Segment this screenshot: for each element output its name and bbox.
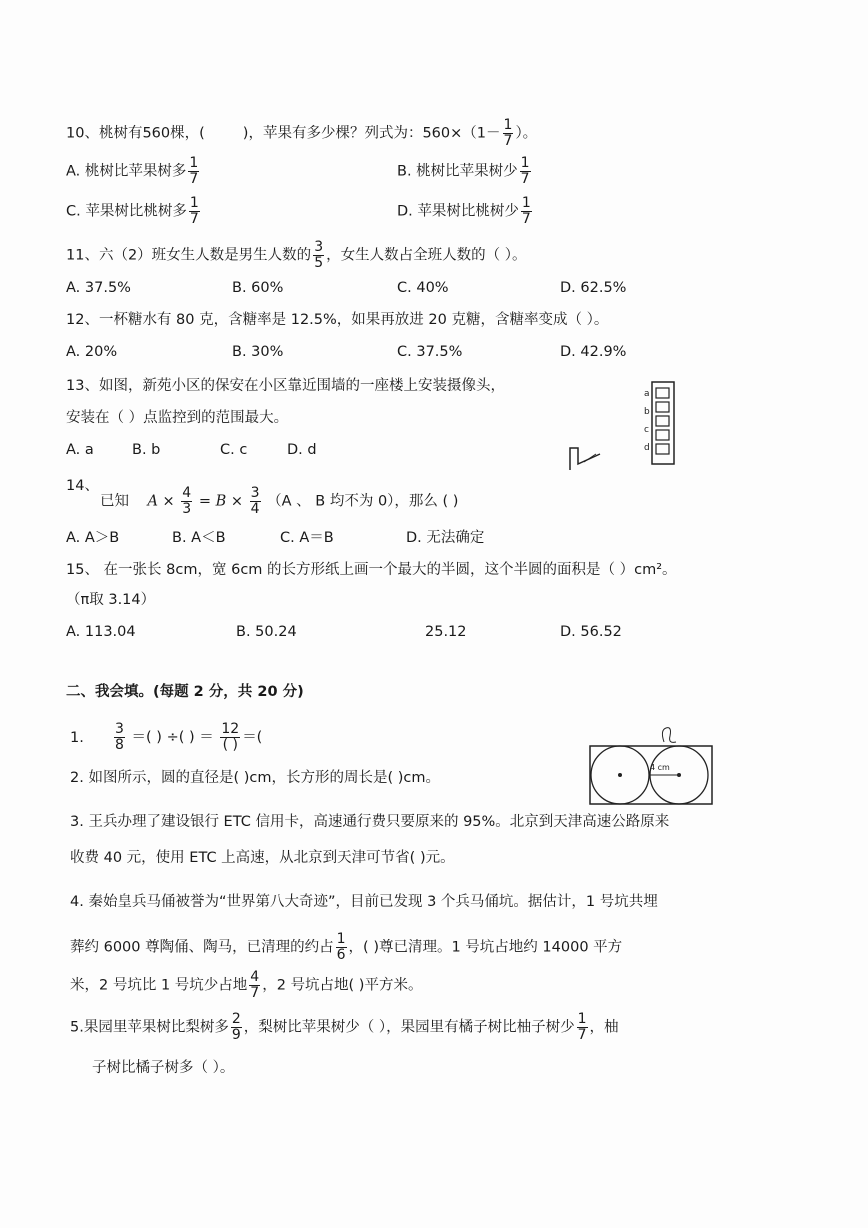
circles-rectangle-figure [586,726,716,806]
label-d: d [644,443,650,453]
q15-option-d: D. 56.52 [560,624,622,640]
radius-label: 4 cm [650,763,670,772]
q14-number: 14、 [66,478,99,494]
f5-line1: 5.果园里苹果树比梨树多 $\frac{2}{9}$ ，梨树比苹果树少（ ），果园里有橘子树比柚子树少 $\frac{1}{7}$ ，柚 [70,1011,619,1043]
q10-option-c: C. 苹果树比桃树多 $\frac{1}{7}$ [66,195,199,227]
q10-stem: 10、桃树有560棵，( )，苹果有多少棵？列式为：560×（1－ $\frac{1}{7}$ ）。 [66,117,538,149]
q14-option-d: D. 无法确定 [406,530,485,546]
q14-option-a: A. A＞B [66,530,120,546]
q15-stem: 15、 在一张长 8cm，宽 6cm 的长方形纸上画一个最大的半圆，这个半圆的面积是（ ）cm²。 [66,562,677,578]
wall-shape [570,448,600,470]
q13-option-c: C. c [220,442,248,458]
f1-number: 1. [70,730,84,746]
q11-option-b: B. 60% [232,280,284,296]
fraction: $\frac{1}{7}$ [503,117,513,149]
q12-option-a: A. 20% [66,344,118,360]
q10-option-a: A. 桃树比苹果树多 $\frac{1}{7}$ [66,155,199,187]
building-camera-figure [560,378,710,478]
q12-option-d: D. 42.9% [560,344,627,360]
label-b: b [644,407,650,417]
q12-option-c: C. 37.5% [397,344,463,360]
q14-option-b: B. A＜B [172,530,226,546]
f2-text: 2. 如图所示，圆的直径是( )cm，长方形的周长是( )cm。 [70,770,440,786]
q10-option-d: D. 苹果树比桃树少 $\frac{1}{7}$ [397,195,531,227]
q15-note: （π取 3.14） [66,592,156,608]
f5-line2: 子树比橘子树多（ ）。 [92,1060,235,1076]
q13-stem-line2: 安装在（ ）点监控到的范围最大。 [66,410,289,426]
f4-line1: 4. 秦始皇兵马俑被誉为“世界第八大奇迹”，目前已发现 3 个兵马俑坑。据估计，1 号坑共埋 [70,894,658,910]
q14-option-c: C. A＝B [280,530,334,546]
q13-option-a: A. a [66,442,94,458]
q13-stem-line1: 13、如图，新苑小区的保安在小区靠近围墙的一座楼上安装摄像头， [66,378,505,394]
q13-option-d: D. d [287,442,317,458]
f1-expression: $\frac{3}{8}$ ＝( ) ÷( ) ＝ $\frac{12}{( )}$ ＝( [115,721,263,753]
q11-option-c: C. 40% [397,280,449,296]
f4-line3: 米，2 号坑比 1 号坑少占地 $\frac{4}{7}$ ，2 号坑占地( )平方米。 [70,969,423,1001]
f4-line2: 葬约 6000 尊陶俑、陶马，已清理的约占 $\frac{1}{6}$ ，( )尊已清理。1 号坑占地约 14000 平方 [70,931,623,963]
q12-stem: 12、一杯糖水有 80 克，含糖率是 12.5%，如果再放进 20 克糖，含糖率变成（ ）。 [66,312,609,328]
q11-option-d: D. 62.5% [560,280,627,296]
q12-option-b: B. 30% [232,344,284,360]
f3-line2: 收费 40 元，使用 ETC 上高速，从北京到天津可节省( )元。 [70,850,455,866]
q10-option-b: B. 桃树比苹果树少 $\frac{1}{7}$ [397,155,530,187]
q15-option-b: B. 50.24 [236,624,297,640]
q14-stem: 已知 A × $\frac{4}{3}$ = B × $\frac{3}{4}$ （A 、 B 均不为 0），那么 ( ) [100,485,459,517]
f3-line1: 3. 王兵办理了建设银行 ETC 信用卡，高速通行费只要原来的 95%。北京到天津高速公路原来 [70,814,670,830]
q13-option-b: B. b [132,442,161,458]
label-a: a [644,389,650,399]
q11-option-a: A. 37.5% [66,280,131,296]
q11-stem: 11、六（2）班女生人数是男生人数的 $\frac{3}{5}$ ，女生人数占全班人数的（ ）。 [66,239,527,271]
q15-option-a: A. 113.04 [66,624,136,640]
q15-option-c: 25.12 [425,624,467,640]
section-2-title: 二、我会填。(每题 2 分，共 20 分) [66,684,304,700]
label-c: c [644,425,649,435]
